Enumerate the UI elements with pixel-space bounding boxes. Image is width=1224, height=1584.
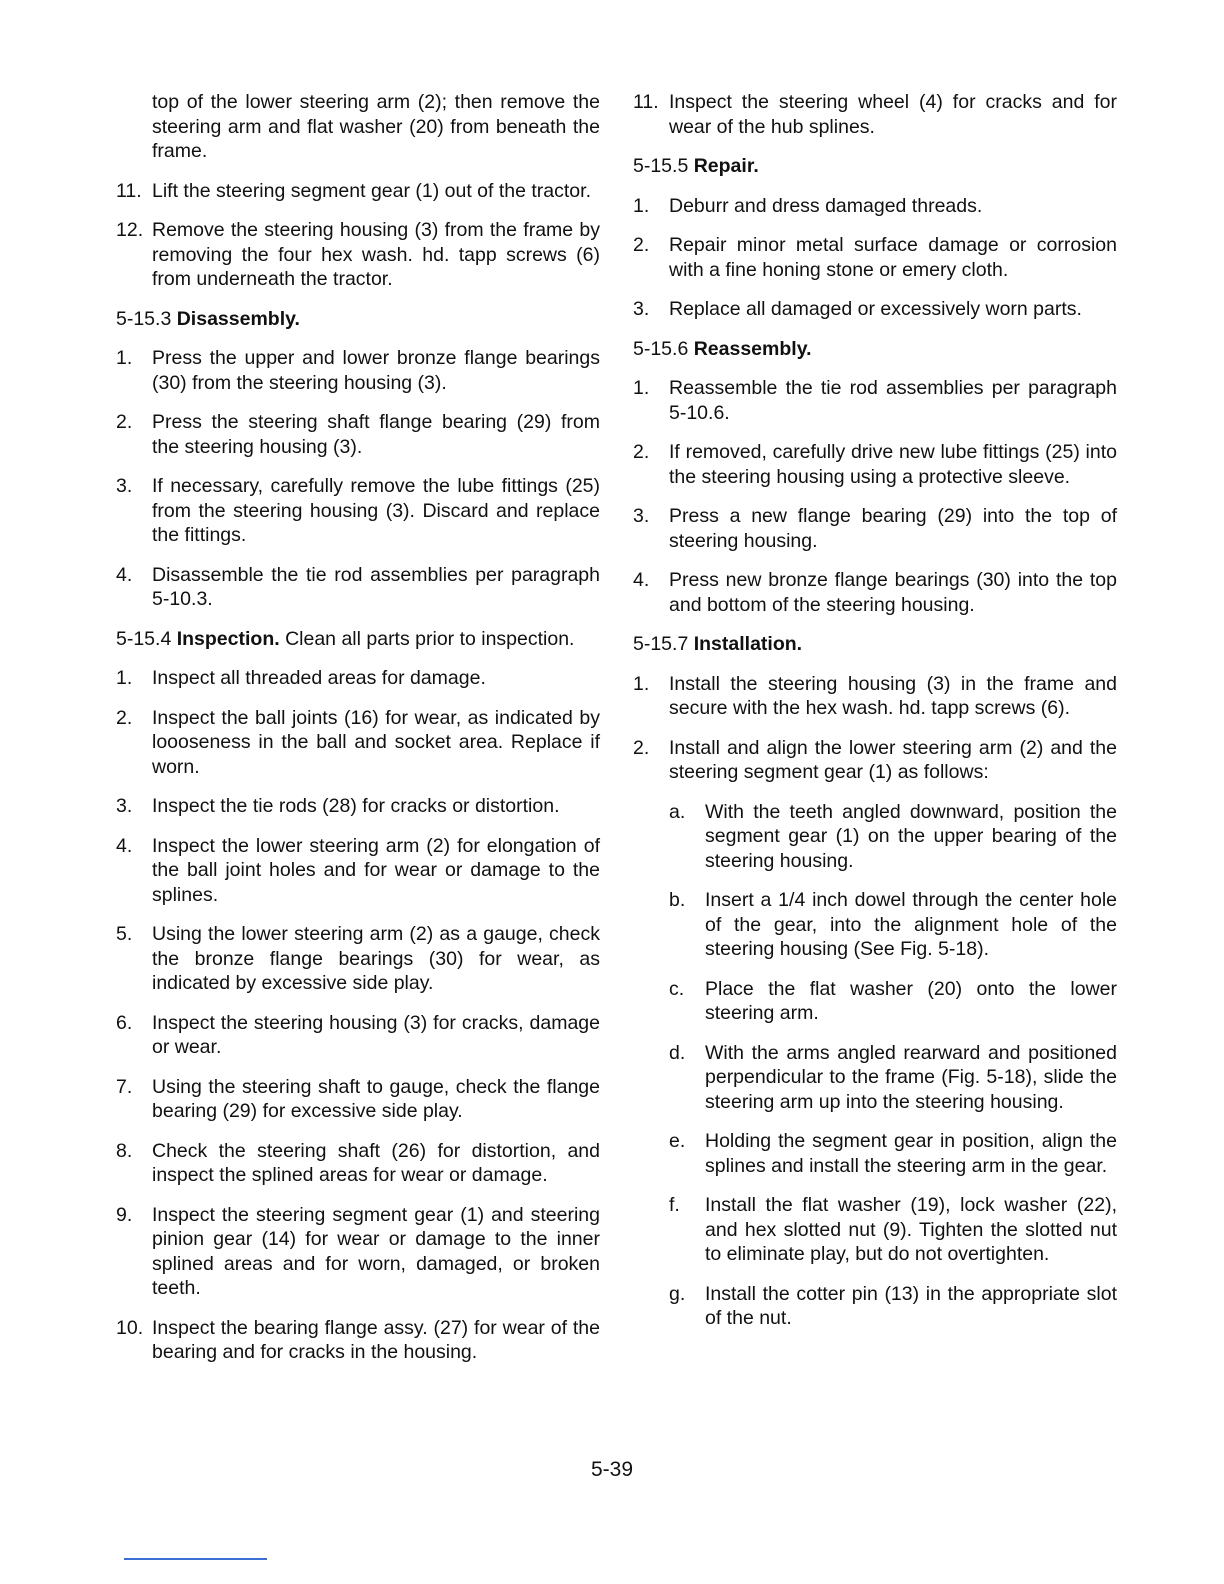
step-text: Inspect the ball joints (16) for wear, as indicated by loooseness in the ball and socket area. Replace if worn. xyxy=(152,706,600,778)
step-text: Press the upper and lower bronze flange bearings (30) from the steering housing (3). xyxy=(152,347,600,394)
step-text: Disassemble the tie rod assemblies per paragraph 5-10.3. xyxy=(152,563,600,610)
sub-step-letter: a. xyxy=(669,800,686,823)
list-item xyxy=(116,706,600,780)
section-number: 5-15.3 xyxy=(116,307,172,330)
list-item xyxy=(633,233,1117,282)
step-number: 9. xyxy=(116,1203,133,1226)
list-item xyxy=(116,474,600,548)
step-number: 6. xyxy=(116,1011,133,1034)
step-number: 3. xyxy=(116,475,133,497)
section-intro-text: Clean all parts prior to inspection. xyxy=(285,627,575,650)
page-number: 5-39 xyxy=(590,1458,634,1481)
step-number: 5. xyxy=(116,923,133,945)
list-item xyxy=(633,194,1117,219)
step-text: Press the steering shaft flange bearing (29) from the steering housing (3). xyxy=(152,411,600,458)
step-number: 1. xyxy=(116,667,133,689)
step-number: 7. xyxy=(116,1075,133,1098)
list-item xyxy=(633,736,1117,785)
step-number: 2. xyxy=(116,411,133,433)
step-number: 8. xyxy=(116,1139,133,1162)
sub-step-text: Place the flat washer (20) onto the lower steering arm. xyxy=(705,977,1117,1024)
step-number: 2. xyxy=(116,706,133,729)
step-number: 2. xyxy=(633,441,650,463)
sub-step xyxy=(669,888,1117,962)
sub-step-text: Insert a 1/4 inch dowel through the center hole of the gear, into the alignment hole of the steering housing (See Fig. 5-18). xyxy=(705,889,1117,960)
step-number: 12. xyxy=(116,219,144,241)
step-text: Inspect the steering segment gear (1) and steering pinion gear (14) for wear or damage to the inner splined areas and for worn, damaged, or broken teeth. xyxy=(152,1203,600,1299)
section-title: Reassembly. xyxy=(693,337,812,360)
step-text: Inspect the steering housing (3) for cracks, damage or wear. xyxy=(152,1011,600,1058)
section-number: 5-15.5 xyxy=(633,155,689,177)
step-text: Replace all damaged or excessively worn parts. xyxy=(669,298,1082,320)
footer-rule xyxy=(124,1558,267,1560)
step-number: 11. xyxy=(116,179,142,202)
step-text: Inspect the bearing flange assy. (27) for wear of the bearing and for cracks in the housing. xyxy=(152,1316,600,1363)
step-text: Lift the steering segment gear (1) out of the tractor. xyxy=(152,179,591,202)
step-text: Press new bronze flange bearings (30) into the top and bottom of the steering housing. xyxy=(669,569,1117,616)
list-item xyxy=(116,179,600,204)
list-item xyxy=(116,794,600,819)
step-number: 4. xyxy=(633,569,650,591)
sub-step-text: Holding the segment gear in position, align the splines and install the steering arm in the gear. xyxy=(705,1130,1117,1177)
section-heading-repair xyxy=(633,154,1117,179)
sub-step-text: With the arms angled rearward and positioned perpendicular to the frame (Fig. 5-18), slide the steering arm up into the steering housing. xyxy=(705,1041,1117,1113)
section-heading-inspection xyxy=(116,627,600,652)
sub-step-letter: d. xyxy=(669,1041,686,1064)
list-item xyxy=(116,218,600,292)
section-number: 5-15.6 xyxy=(633,337,689,360)
list-item xyxy=(116,1203,600,1301)
list-item xyxy=(633,90,1117,139)
step-number: 3. xyxy=(633,505,650,527)
step-text: If necessary, carefully remove the lube fittings (25) from the steering housing (3). Discard and replace the fittings. xyxy=(152,475,600,546)
sub-step-text: Install the cotter pin (13) in the appropriate slot of the nut. xyxy=(705,1282,1117,1329)
step-text: Inspect the lower steering arm (2) for elongation of the ball joint holes and for wear or damage to the splines. xyxy=(152,834,600,906)
step-number: 1. xyxy=(633,194,650,217)
list-item xyxy=(116,1075,600,1124)
step-number: 3. xyxy=(116,795,133,817)
sub-step-letter: b. xyxy=(669,889,686,911)
step-text: Using the steering shaft to gauge, check the flange bearing (29) for excessive side play. xyxy=(152,1075,600,1122)
step-number: 2. xyxy=(633,736,650,759)
sub-step xyxy=(669,1041,1117,1115)
list-item xyxy=(116,346,600,395)
step-text: If removed, carefully drive new lube fittings (25) into the steering housing using a protective sleeve. xyxy=(669,441,1117,488)
step-text: Inspect the tie rods (28) for cracks or distortion. xyxy=(152,795,560,817)
step-text: Install the steering housing (3) in the frame and secure with the hex wash. hd. tapp screws (6). xyxy=(669,672,1117,719)
list-item xyxy=(116,1316,600,1365)
list-item xyxy=(116,563,600,612)
section-title: Repair. xyxy=(693,155,759,177)
section-number: 5-15.7 xyxy=(633,633,689,655)
left-column xyxy=(116,90,600,1380)
sub-step-letter: e. xyxy=(669,1130,686,1152)
sub-step-text: With the teeth angled downward, position the segment gear (1) on the upper bearing of the steering housing. xyxy=(705,800,1117,872)
step-text: Remove the steering housing (3) from the frame by removing the four hex wash. hd. tapp screws (6) from underneath the tractor. xyxy=(152,219,600,290)
step-text: Install and align the lower steering arm (2) and the steering segment gear (1) as follows: xyxy=(669,736,1117,783)
sub-step xyxy=(669,1193,1117,1267)
step-text: Repair minor metal surface damage or corrosion with a fine honing stone or emery cloth. xyxy=(669,234,1117,281)
step-number: 4. xyxy=(116,563,133,586)
sub-step-letter: c. xyxy=(669,977,685,1000)
section-heading-disassembly xyxy=(116,307,600,332)
section-title: Inspection. xyxy=(176,627,280,650)
continued-step-text: top of the lower steering arm (2); then remove the steering arm and flat washer (20) from beneath the frame. xyxy=(152,91,600,162)
sub-step-letter: g. xyxy=(669,1282,686,1305)
step-text: Press a new flange bearing (29) into the top of steering housing. xyxy=(669,505,1117,552)
list-item xyxy=(633,672,1117,721)
section-heading-reassembly xyxy=(633,337,1117,362)
step-number: 4. xyxy=(116,834,133,857)
sub-step xyxy=(669,1282,1117,1331)
sub-step-text: Install the flat washer (19), lock washer (22), and hex slotted nut (9). Tighten the slotted nut to eliminate play, but do not overtighten. xyxy=(705,1194,1117,1265)
section-title: Installation. xyxy=(693,633,803,655)
list-item xyxy=(633,297,1117,322)
sub-step xyxy=(669,800,1117,874)
section-number: 5-15.4 xyxy=(116,627,172,650)
sub-step xyxy=(669,977,1117,1026)
step-text: Inspect the steering wheel (4) for cracks and for wear of the hub splines. xyxy=(669,91,1117,138)
list-item xyxy=(116,834,600,908)
step-number: 2. xyxy=(633,234,650,256)
step-number: 1. xyxy=(633,672,650,695)
list-item xyxy=(116,1011,600,1060)
step-number: 3. xyxy=(633,298,650,320)
right-column xyxy=(633,90,1117,1346)
step-number: 10. xyxy=(116,1316,144,1339)
list-item xyxy=(633,376,1117,425)
section-heading-installation xyxy=(633,632,1117,657)
step-text: Check the steering shaft (26) for distortion, and inspect the splined areas for wear or damage. xyxy=(152,1139,600,1186)
list-item xyxy=(633,504,1117,553)
step-text: Inspect all threaded areas for damage. xyxy=(152,667,486,689)
list-item xyxy=(116,410,600,459)
sub-step xyxy=(669,1129,1117,1178)
step-text: Deburr and dress damaged threads. xyxy=(669,194,983,217)
list-item xyxy=(116,666,600,691)
sub-step-letter: f. xyxy=(669,1194,680,1216)
step-number: 1. xyxy=(116,347,133,369)
list-item xyxy=(116,922,600,996)
step-text: Reassemble the tie rod assemblies per paragraph 5-10.6. xyxy=(669,377,1117,424)
list-item xyxy=(633,440,1117,489)
step-text: Using the lower steering arm (2) as a gauge, check the bronze flange bearings (30) for wear, as indicated by excessive side play. xyxy=(152,923,600,994)
section-title: Disassembly. xyxy=(176,307,300,330)
list-item xyxy=(116,1139,600,1188)
list-item xyxy=(633,568,1117,617)
step-number: 1. xyxy=(633,377,650,399)
step-number: 11. xyxy=(633,91,659,113)
